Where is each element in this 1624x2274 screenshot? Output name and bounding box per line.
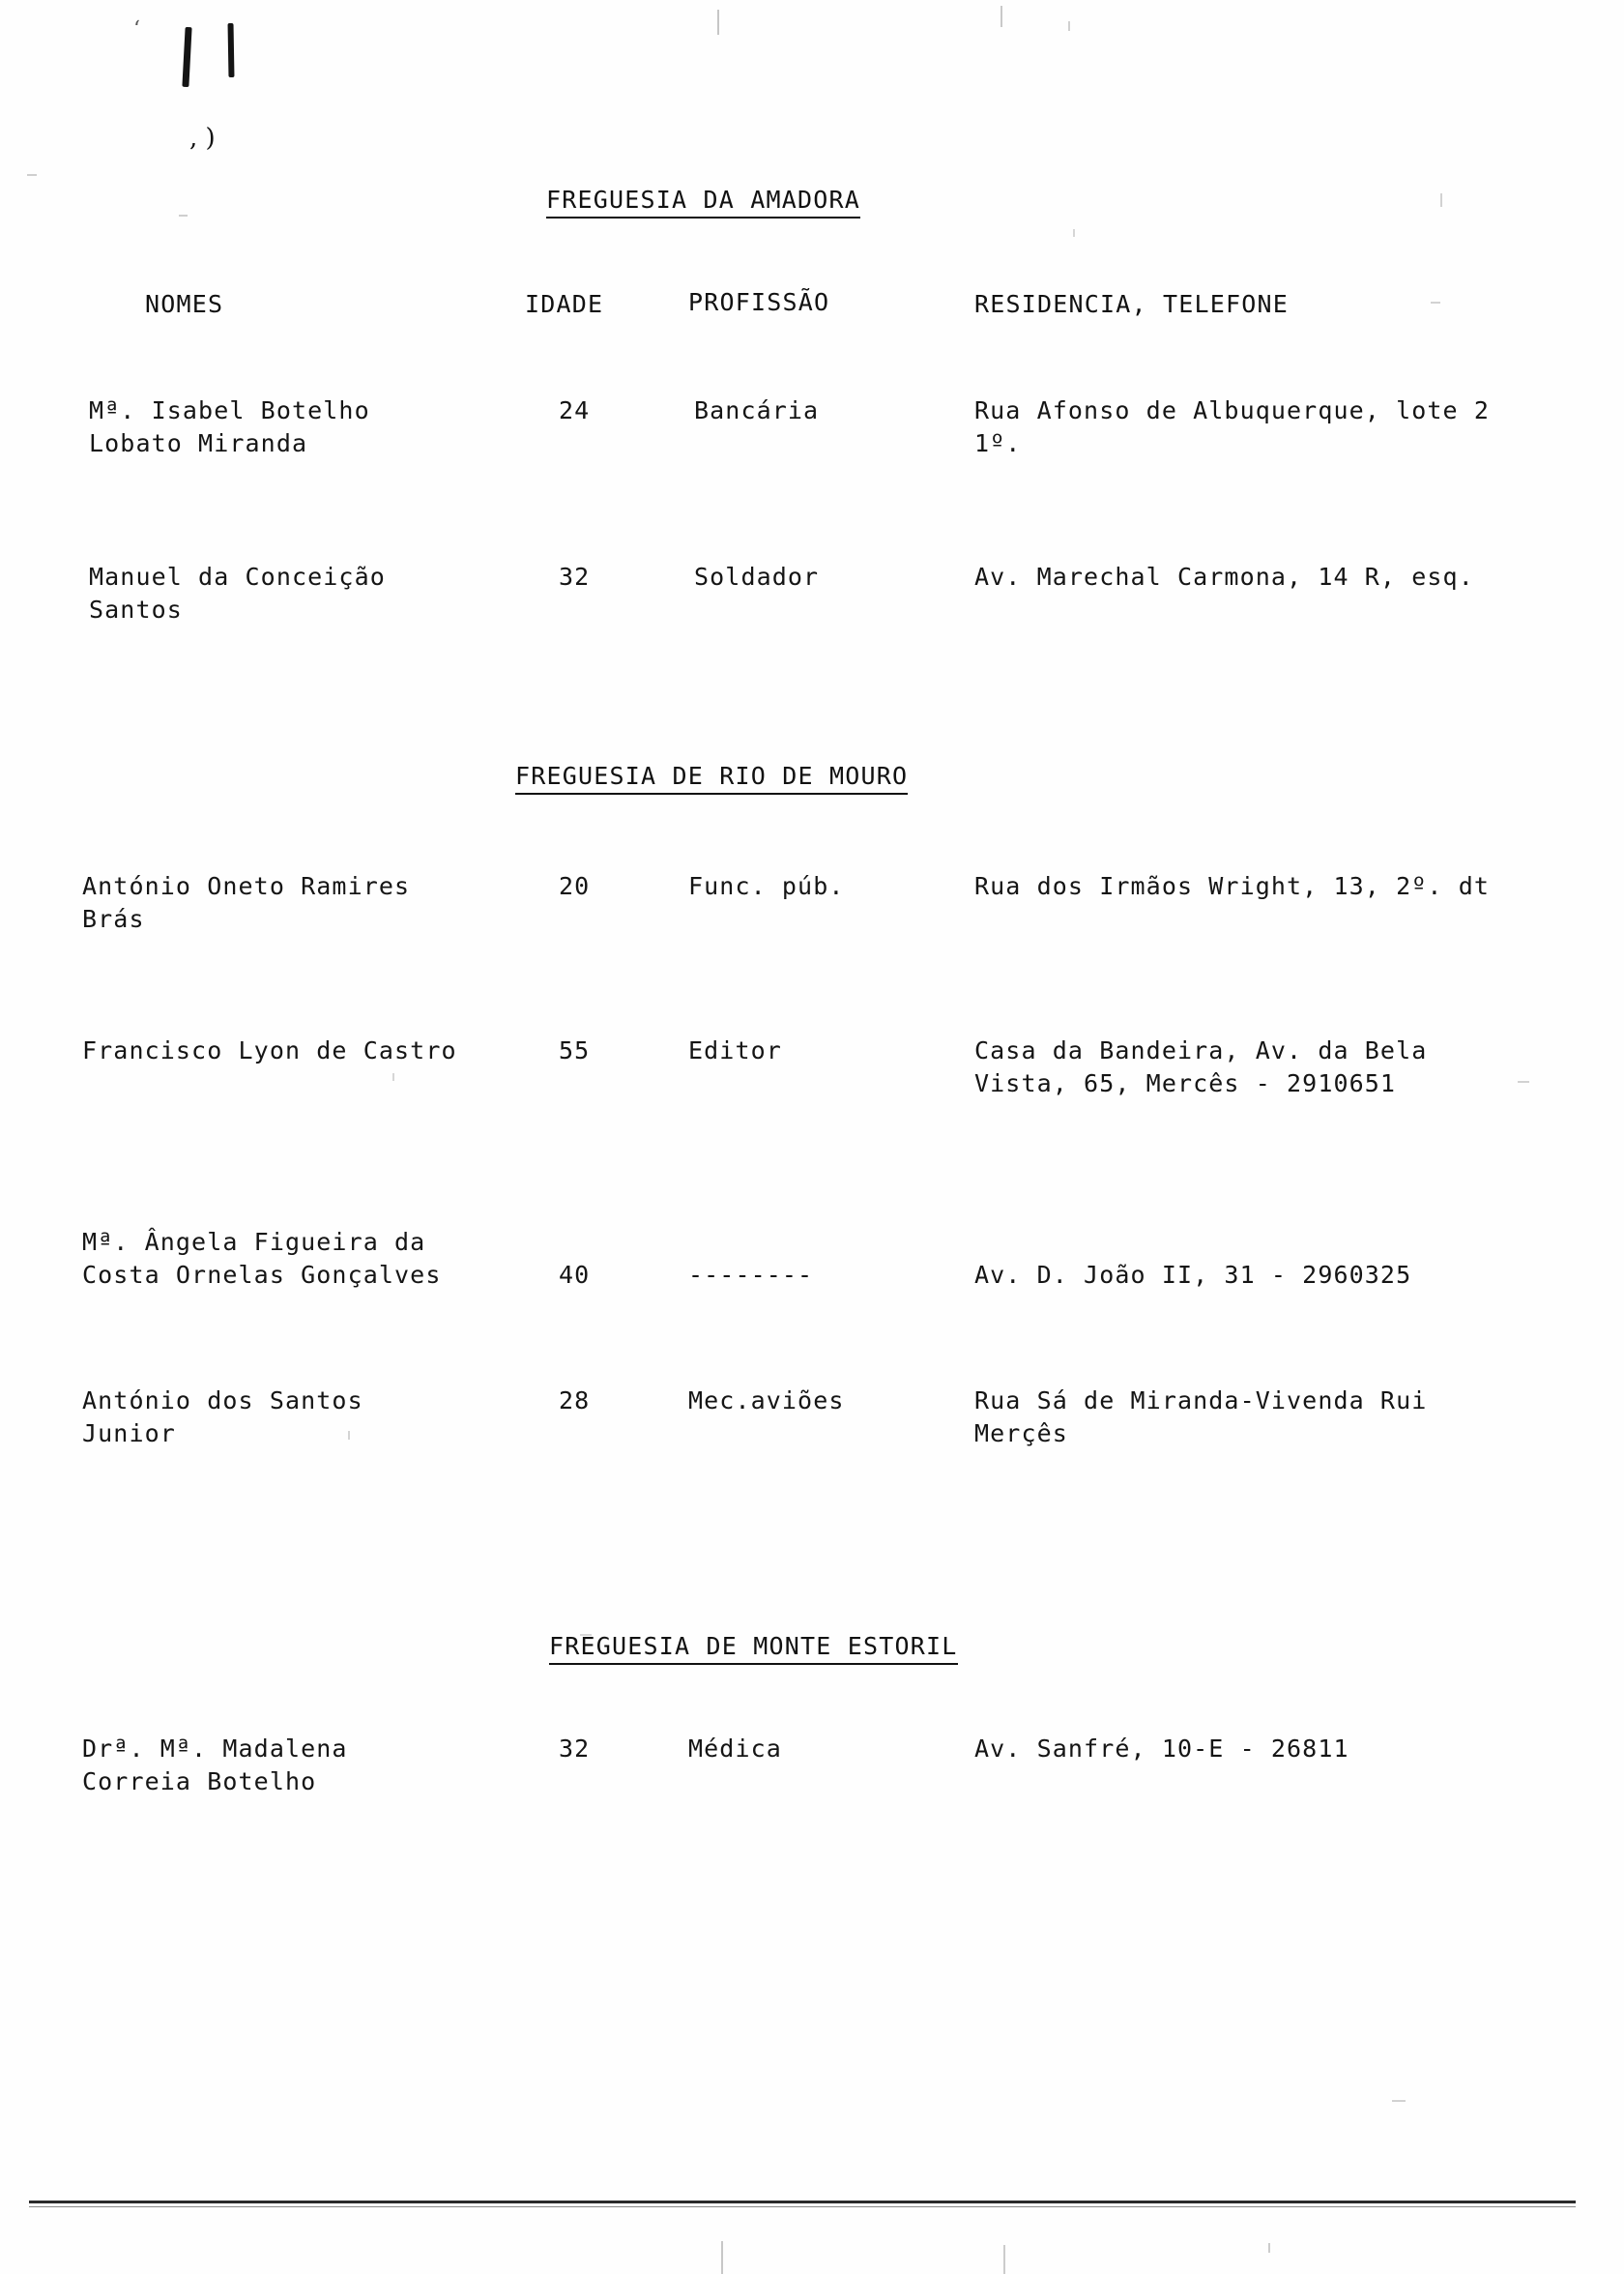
column-header-nomes: NOMES	[145, 290, 224, 318]
entry-age: 28	[559, 1386, 591, 1414]
entry-name: António dos Santos	[82, 1386, 363, 1414]
column-header-residencia: RESIDENCIA, TELEFONE	[974, 290, 1290, 318]
entry-name-cont: Costa Ornelas Gonçalves	[82, 1261, 442, 1289]
handwritten-mark-stroke-1	[182, 27, 191, 87]
column-header-profissao: PROFISSÃO	[688, 288, 830, 316]
scan-speck	[1518, 1081, 1529, 1083]
entry-residence: Rua Afonso de Albuquerque, lote 2	[974, 396, 1490, 424]
scan-speck	[27, 174, 37, 176]
section-title-amadora: FREGUESIA DA AMADORA	[546, 186, 860, 219]
scan-edge-tick	[721, 2241, 723, 2274]
entry-name-cont: Junior	[82, 1419, 176, 1447]
handwritten-mark-tail: , )	[189, 124, 216, 153]
entry-name-cont: Santos	[89, 596, 183, 624]
entry-name-cont: Correia Botelho	[82, 1767, 317, 1795]
entry-name: Manuel da Conceição	[89, 563, 386, 591]
entry-residence: Rua Sá de Miranda-Vivenda Rui	[974, 1386, 1428, 1414]
entry-name-cont: Brás	[82, 905, 145, 933]
scan-speck	[348, 1431, 350, 1440]
entry-profession: Func. púb.	[688, 872, 845, 900]
scan-speck	[1068, 21, 1070, 31]
entry-profession: Médica	[688, 1735, 782, 1763]
entry-name: Drª. Mª. Madalena	[82, 1735, 348, 1763]
handwritten-mark-stroke-2	[228, 23, 235, 77]
scan-speck	[1440, 193, 1442, 207]
entry-profession: Mec.aviões	[688, 1386, 845, 1414]
entry-residence-cont: Merçês	[974, 1419, 1068, 1447]
scan-speck	[1431, 302, 1440, 304]
entry-age: 20	[559, 872, 591, 900]
entry-residence: Av. Marechal Carmona, 14 R, esq.	[974, 563, 1474, 591]
entry-residence: Casa da Bandeira, Av. da Bela	[974, 1036, 1428, 1064]
scan-speck	[1268, 2243, 1270, 2253]
column-header-idade: IDADE	[525, 290, 604, 318]
entry-name: Francisco Lyon de Castro	[82, 1036, 457, 1064]
scan-speck	[1392, 2100, 1406, 2102]
entry-residence: Av. D. João II, 31 - 2960325	[974, 1261, 1412, 1289]
page-bottom-edge	[29, 2201, 1576, 2203]
page-bottom-edge-shadow	[29, 2206, 1576, 2207]
entry-profession: --------	[688, 1261, 814, 1289]
entry-name-cont: Lobato Miranda	[89, 429, 308, 457]
entry-residence: Av. Sanfré, 10-E - 26811	[974, 1735, 1349, 1763]
entry-profession: Editor	[688, 1036, 782, 1064]
entry-residence-cont: 1º.	[974, 429, 1022, 457]
section-title-rio-de-mouro: FREGUESIA DE RIO DE MOURO	[515, 762, 908, 795]
scan-speck	[1000, 6, 1002, 27]
handwritten-mark-dot: ‘	[133, 17, 140, 42]
entry-name: Mª. Ângela Figueira da	[82, 1228, 426, 1256]
entry-residence-cont: Vista, 65, Mercês - 2910651	[974, 1069, 1397, 1097]
entry-name: António Oneto Ramires	[82, 872, 411, 900]
scan-speck	[1073, 229, 1075, 237]
entry-age: 24	[559, 396, 591, 424]
section-title-monte-estoril: FREGUESIA DE MONTE ESTORIL	[549, 1632, 958, 1665]
entry-age: 32	[559, 1735, 591, 1763]
entry-profession: Bancária	[694, 396, 820, 424]
entry-age: 32	[559, 563, 591, 591]
entry-age: 40	[559, 1261, 591, 1289]
entry-profession: Soldador	[694, 563, 820, 591]
entry-age: 55	[559, 1036, 591, 1064]
entry-name: Mª. Isabel Botelho	[89, 396, 370, 424]
entry-residence: Rua dos Irmãos Wright, 13, 2º. dt	[974, 872, 1490, 900]
scan-speck	[392, 1073, 394, 1081]
scan-edge-tick	[1003, 2245, 1005, 2274]
scan-speck	[179, 215, 188, 217]
scan-speck	[717, 10, 719, 35]
